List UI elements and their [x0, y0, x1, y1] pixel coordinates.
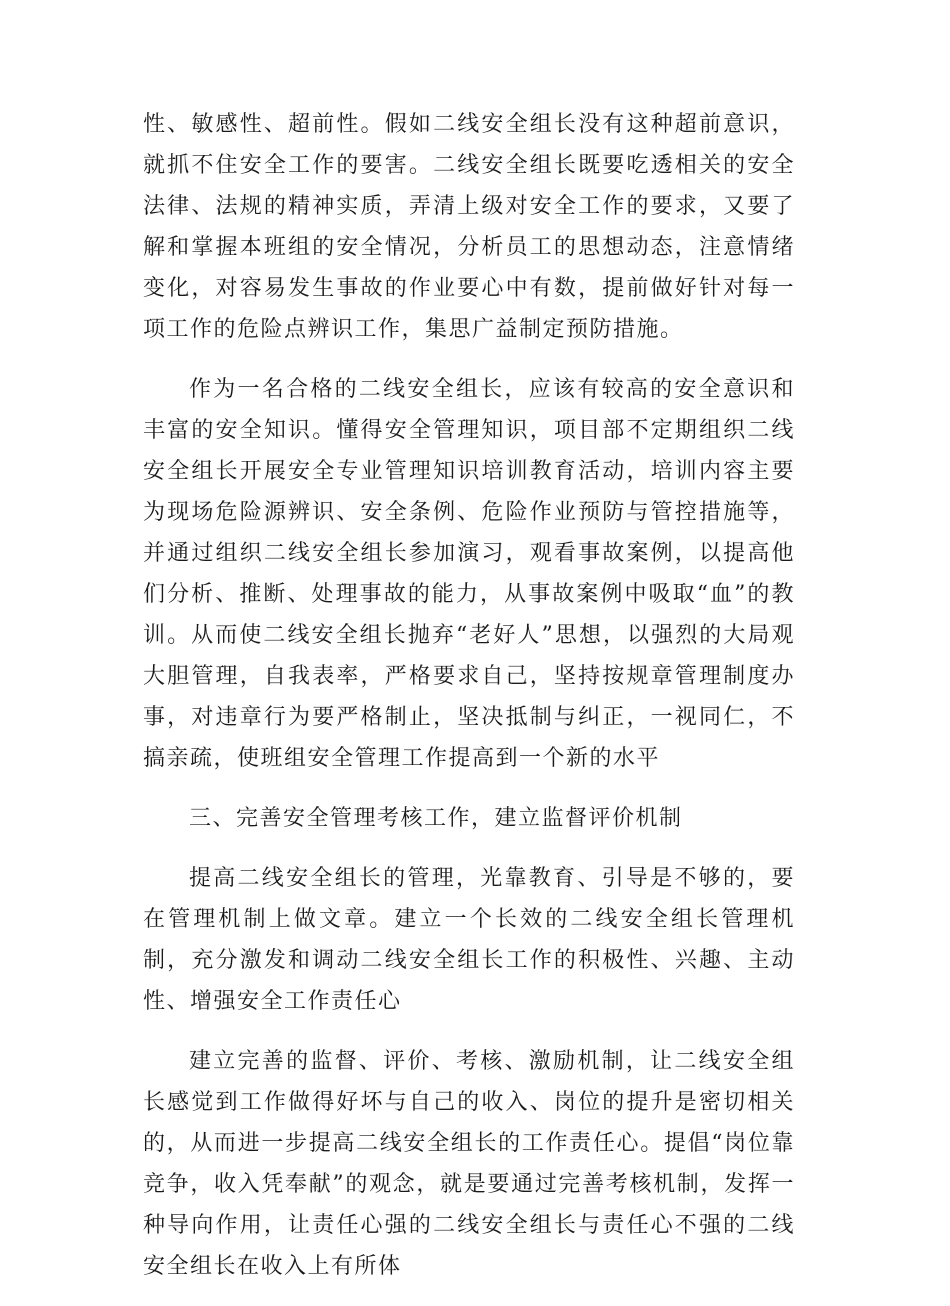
- paragraph-evaluation-mechanism: 建立完善的监督、评价、考核、激励机制，让二线安全组长感觉到工作做得好坏与自己的收入、岗位的提升是密切相关的，从而进一步提高二线安全组长的工作责任心。提倡“岗位靠竞争，收入凭奉献”的观念，就是要通过完善考核机制，发挥一种导向作用，让责任心强的二线安全组长与责任心不强的二线安全组长在收入上有所体: [143, 1049, 795, 1279]
- paragraph-management-mechanism: 提高二线安全组长的管理，光靠教育、引导是不够的，要在管理机制上做文章。建立一个长效的二线安全组长管理机制，充分激发和调动二线安全组长工作的积极性、兴趣、主动性、增强安全工作责任心: [143, 866, 795, 1014]
- paragraph-continued: 性、敏感性、超前性。假如二线安全组长没有这种超前意识，就抓不住安全工作的要害。二线安全组长既要吃透相关的安全法律、法规的精神实质，弄清上级对安全工作的要求，又要了解和掌握本班组的安全情况，分析员工的思想动态，注意情绪变化，对容易发生事故的作业要心中有数，提前做好针对每一项工作的危险点辨识工作，集思广益制定预防措施。: [143, 112, 795, 342]
- section-heading: 三、完善安全管理考核工作，建立监督评价机制: [189, 806, 683, 831]
- paragraph-safety-knowledge: 作为一名合格的二线安全组长，应该有较高的安全意识和丰富的安全知识。懂得安全管理知识，项目部不定期组织二线安全组长开展安全专业管理知识培训教育活动，培训内容主要为现场危险源辨识、安全条例、危险作业预防与管控措施等，并通过组织二线安全组长参加演习，观看事故案例，以提高他们分析、推断、处理事故的能力，从事故案例中吸取“血”的教训。从而使二线安全组长抛弃“老好人”思想，以强烈的大局观大胆管理，自我表率，严格要求自己，坚持按规章管理制度办事，对违章行为要严格制止，坚决抵制与纠正，一视同仁，不搞亲疏，使班组安全管理工作提高到一个新的水平: [143, 377, 795, 771]
- document-body: [143, 104, 795, 1306]
